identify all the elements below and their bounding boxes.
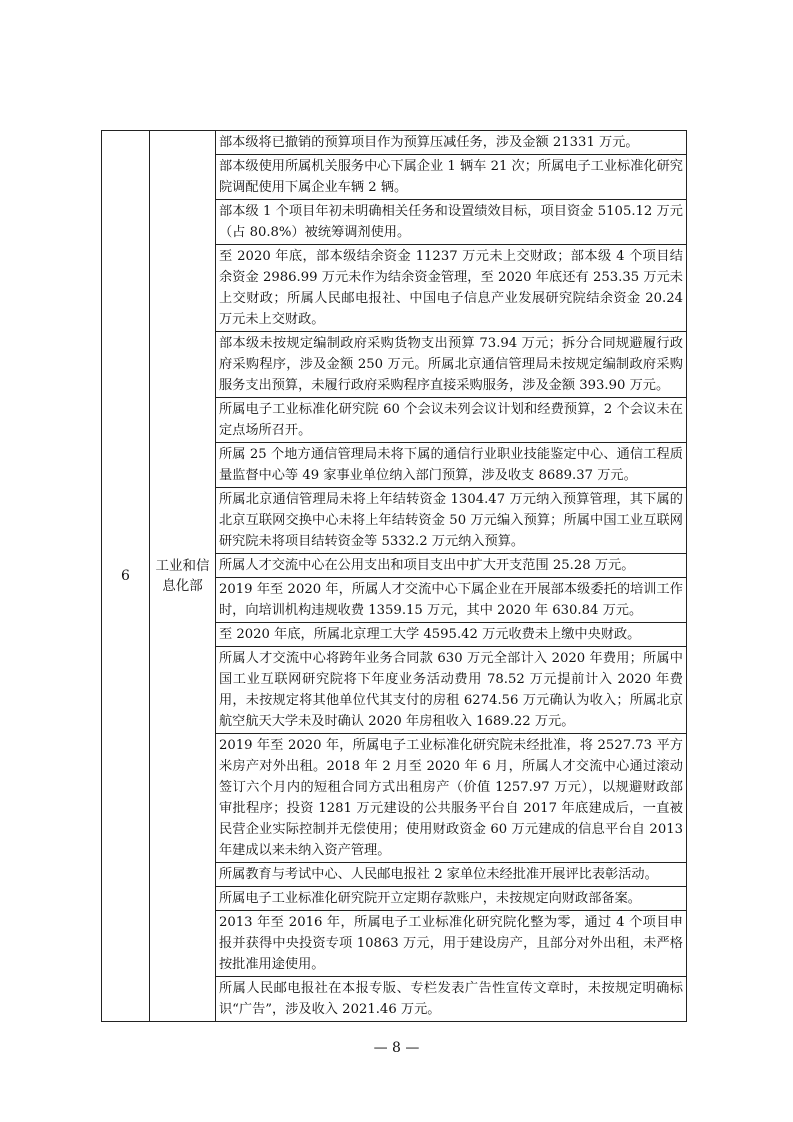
finding-item: 所属 25 个地方通信管理局未将下属的通信行业职业技能鉴定中心、通信工程质量监督中心等 49 家事业单位纳入部门预算，涉及收支 8689.37 万元。 xyxy=(216,443,687,488)
finding-item: 2019 年至 2020 年，所属电子工业标准化研究院未经批准，将 2527.73 平方米房产对外出租。2018 年 2 月至 2020 年 6 月，所属人才交流中心通过滚动签订六个月内的短租合同方式出租房产（价值 1257.97 万元），以规避财政部审批程序；投资 1281 万元建设的公共服务平台自 2017 年底建成后，一直被民营企业实际控制并无偿使用；使用财政资金 60 万元建成的信息平台自 2013 年建成以来未纳入资产管理。 xyxy=(216,734,687,863)
finding-item: 2019 年至 2020 年，所属人才交流中心下属企业在开展部本级委托的培训工作时，向培训机构违规收费 1359.15 万元，其中 2020 年 630.84 万元。 xyxy=(216,578,687,623)
finding-item: 所属教育与考试中心、人民邮电报社 2 家单位未经批准开展评比表彰活动。 xyxy=(216,863,687,887)
audit-findings-table xyxy=(101,130,687,1022)
finding-item: 所属北京通信管理局未将上年结转资金 1304.47 万元纳入预算管理，其下属的北京互联网交换中心未将上年结转资金 50 万元编入预算；所属中国工业互联网研究院未将项目结转资金等 5332.2 万元纳入预算。 xyxy=(216,488,687,554)
finding-item: 所属人才交流中心在公用支出和项目支出中扩大开支范围 25.28 万元。 xyxy=(216,554,687,578)
page-number: — 8 — xyxy=(373,1040,420,1056)
finding-item: 至 2020 年底，部本级结余资金 11237 万元未上交财政；部本级 4 个项目结余资金 2986.99 万元未作为结余资金管理，至 2020 年底还有 253.35 万元未上交财政；所属人民邮电报社、中国电子信息产业发展研究院结余资金 20.24 万元未上交财政。 xyxy=(216,245,687,332)
finding-item: 所属电子工业标准化研究院 60 个会议未列会议计划和经费预算，2 个会议未在定点场所召开。 xyxy=(216,398,687,443)
department-name-cell: 工业和信息化部 xyxy=(150,131,216,1022)
finding-item: 所属人才交流中心将跨年业务合同款 630 万元全部计入 2020 年费用；所属中国工业互联网研究院将下年度业务活动费用 78.52 万元提前计入 2020 年费用，未按规定将其他单位代其支付的房租 6274.56 万元确认为收入；所属北京航空航天大学未及时确认 2020 年房租收入 1689.22 万元。 xyxy=(216,647,687,734)
finding-item: 部本级未按规定编制政府采购货物支出预算 73.94 万元；拆分合同规避履行政府采购程序，涉及金额 250 万元。所属北京通信管理局未按规定编制政府采购服务支出预算，未履行政府采购程序直接采购服务，涉及金额 393.90 万元。 xyxy=(216,332,687,398)
finding-item: 2013 年至 2016 年，所属电子工业标准化研究院化整为零，通过 4 个项目申报并获得中央投资专项 10863 万元，用于建设房产，且部分对外出租，未严格按批准用途使用。 xyxy=(216,911,687,977)
finding-item: 所属人民邮电报社在本报专版、专栏发表广告性宣传文章时，未按规定明确标识“广告”，涉及收入 2021.46 万元。 xyxy=(216,977,687,1022)
finding-item: 所属电子工业标准化研究院开立定期存款账户，未按规定向财政部备案。 xyxy=(216,887,687,911)
finding-item: 部本级将已撤销的预算项目作为预算压减任务，涉及金额 21331 万元。 xyxy=(216,131,687,155)
finding-item: 部本级使用所属机关服务中心下属企业 1 辆车 21 次；所属电子工业标准化研究院调配使用下属企业车辆 2 辆。 xyxy=(216,155,687,200)
finding-item: 部本级 1 个项目年初未明确相关任务和设置绩效目标，项目资金 5105.12 万元（占 80.8%）被统筹调剂使用。 xyxy=(216,200,687,245)
table-row xyxy=(102,131,687,155)
sequence-number-cell: 6 xyxy=(102,131,150,1022)
finding-item: 至 2020 年底，所属北京理工大学 4595.42 万元收费未上缴中央财政。 xyxy=(216,623,687,647)
